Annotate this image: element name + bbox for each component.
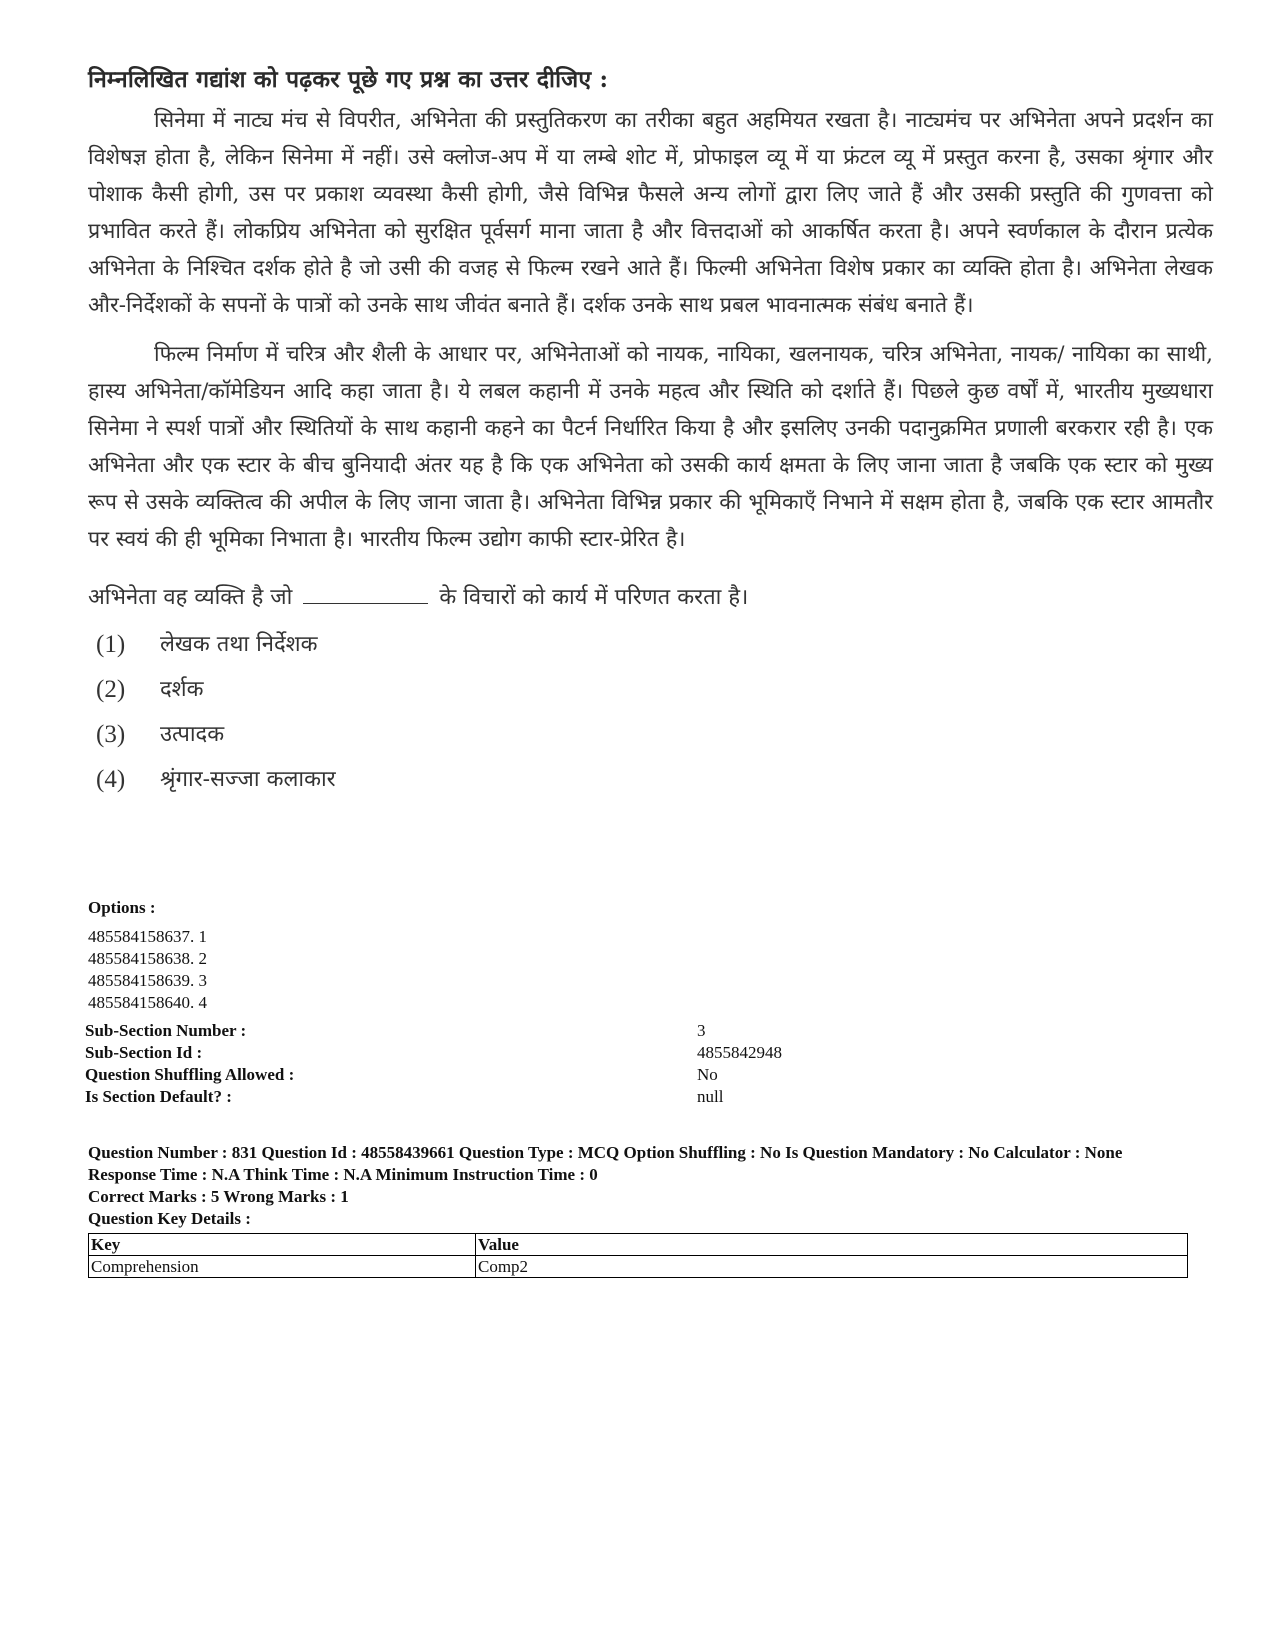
choice-number: (1) [96, 631, 126, 658]
subsection-value: null [697, 1087, 724, 1106]
subsection-value: No [697, 1065, 718, 1084]
choice-item [88, 712, 1213, 757]
passage-paragraph-1: सिनेमा में नाट्य मंच से विपरीत, अभिनेता की प्रस्तुतिकरण का तरीका बहुत अहमियत रखता है। नाट्यमंच पर अभिनेता अपने प्रदर्शन का विशेषज्ञ होता है, लेकिन सिनेमा में नहीं। उसे क्लोज-अप में या लम्बे शोट में, प्रोफाइल व्यू में या फ्रंटल व्यू में प्रस्तुत करना है, उसका श्रृंगार और पोशाक कैसी होगी, उस पर प्रकाश व्यवस्था कैसी होगी, जैसे विभिन्न फैसले अन्य लोगों द्वारा लिए जाते हैं और उसकी प्रस्तुति की गुणवत्ता को प्रभावित करते हैं। लोकप्रिय अभिनेता को सुरक्षित पूर्वसर्ग माना जाता है और वित्तदाओं को आकर्षित करता है। अपने स्वर्णकाल के दौरान प्रत्येक अभिनेता के निश्चित दर्शक होते है जो उसी की वजह से फिल्म रखने आते हैं। फिल्मी अभिनेता विशेष प्रकार का व्यक्ति होता है। अभिनेता लेखक और-निर्देशकों के सपनों के पात्रों को उनके साथ जीवंत बनाते हैं। दर्शक उनके साथ प्रबल भावनात्मक संबंध बनाते हैं। [88, 108, 1213, 318]
choice-number: (4) [96, 766, 126, 793]
subsection-row [85, 1086, 1185, 1108]
choice-text: श्रृंगार-सज्जा कलाकार [160, 767, 336, 792]
option-id-item: 485584158640. 4 [88, 993, 207, 1012]
subsection-key: Is Section Default? : [85, 1087, 232, 1106]
subsection-details [85, 1020, 1185, 1108]
table-cell-value: Comp2 [476, 1256, 1188, 1278]
subsection-row [85, 1042, 1185, 1064]
subsection-key: Sub-Section Id : [85, 1043, 203, 1062]
question-meta-line: Correct Marks : 5 Wrong Marks : 1 [88, 1187, 349, 1206]
passage-paragraph-2: फिल्म निर्माण में चरित्र और शैली के आधार पर, अभिनेताओं को नायक, नायिका, खलनायक, चरित्र अभिनेता, नायक/ नायिका का साथी, हास्य अभिनेता/कॉमेडियन आदि कहा जाता है। ये लबल कहानी में उनके महत्व और स्थिति को दर्शाते हैं। पिछले कुछ वर्षों में, भारतीय मुख्यधारा सिनेमा ने स्पर्श पात्रों और स्थितियों के साथ कहानी कहने का पैटर्न निर्धारित किया है और इसलिए उनकी पदानुक्रमित प्रणाली बरकरार रही है। एक अभिनेता और एक स्टार के बीच बुनियादी अंतर यह है कि एक अभिनेता को उसकी कार्य क्षमता के लिए जाना जाता है जबकि एक स्टार को मुख्य रूप से उसके व्यक्तित्व की अपील के लिए जाना जाता है। अभिनेता विभिन्न प्रकार की भूमिकाएँ निभाने में सक्षम होता है, जबकि एक स्टार आमतौर पर स्वयं की ही भूमिका निभाता है। भारतीय फिल्म उद्योग काफी स्टार-प्रेरित है। [88, 342, 1213, 552]
passage-image [88, 62, 1213, 802]
subsection-value: 3 [697, 1021, 706, 1040]
question-meta [88, 1142, 1208, 1230]
passage-title: निम्नलिखित गद्यांश को पढ़कर पूछे गए प्रश्न का उत्तर दीजिए : [88, 66, 609, 93]
choice-number: (3) [96, 721, 126, 748]
table-cell-key: Comprehension [89, 1256, 476, 1278]
choice-item [88, 622, 1213, 667]
question-meta-line: Response Time : N.A Think Time : N.A Minimum Instruction Time : 0 [88, 1165, 598, 1184]
subsection-key: Question Shuffling Allowed : [85, 1065, 295, 1084]
choice-text: उत्पादक [160, 722, 225, 747]
subsection-row [85, 1064, 1185, 1086]
question-meta-line: Question Key Details : [88, 1209, 251, 1228]
question-key-table [88, 1233, 1188, 1278]
table-header-row [89, 1234, 1188, 1256]
fill-blank [303, 581, 428, 604]
table-row [89, 1256, 1188, 1278]
choice-number: (2) [96, 676, 126, 703]
subsection-row [85, 1020, 1185, 1042]
table-header-key: Key [89, 1234, 476, 1256]
choice-item [88, 667, 1213, 712]
choice-item [88, 757, 1213, 802]
choice-text: लेखक तथा निर्देशक [160, 632, 318, 657]
choice-text: दर्शक [160, 677, 204, 702]
options-heading: Options : [88, 898, 156, 917]
question-meta-line: Question Number : 831 Question Id : 48558439661 Question Type : MCQ Option Shuffling : No Is Question Mandatory : No Calculator : None [88, 1143, 1123, 1162]
table-header-value: Value [476, 1234, 1188, 1256]
subsection-key: Sub-Section Number : [85, 1021, 247, 1040]
option-id-list [88, 926, 207, 1014]
question-stem-before: अभिनेता वह व्यक्ति है जो [88, 585, 293, 610]
question-stem [88, 580, 1213, 616]
choice-list [88, 622, 1213, 802]
question-stem-after: के विचारों को कार्य में परिणत करता है। [439, 585, 749, 610]
option-id-item: 485584158639. 3 [88, 971, 207, 990]
option-id-item: 485584158637. 1 [88, 927, 207, 946]
option-id-item: 485584158638. 2 [88, 949, 207, 968]
subsection-value: 4855842948 [697, 1043, 782, 1062]
